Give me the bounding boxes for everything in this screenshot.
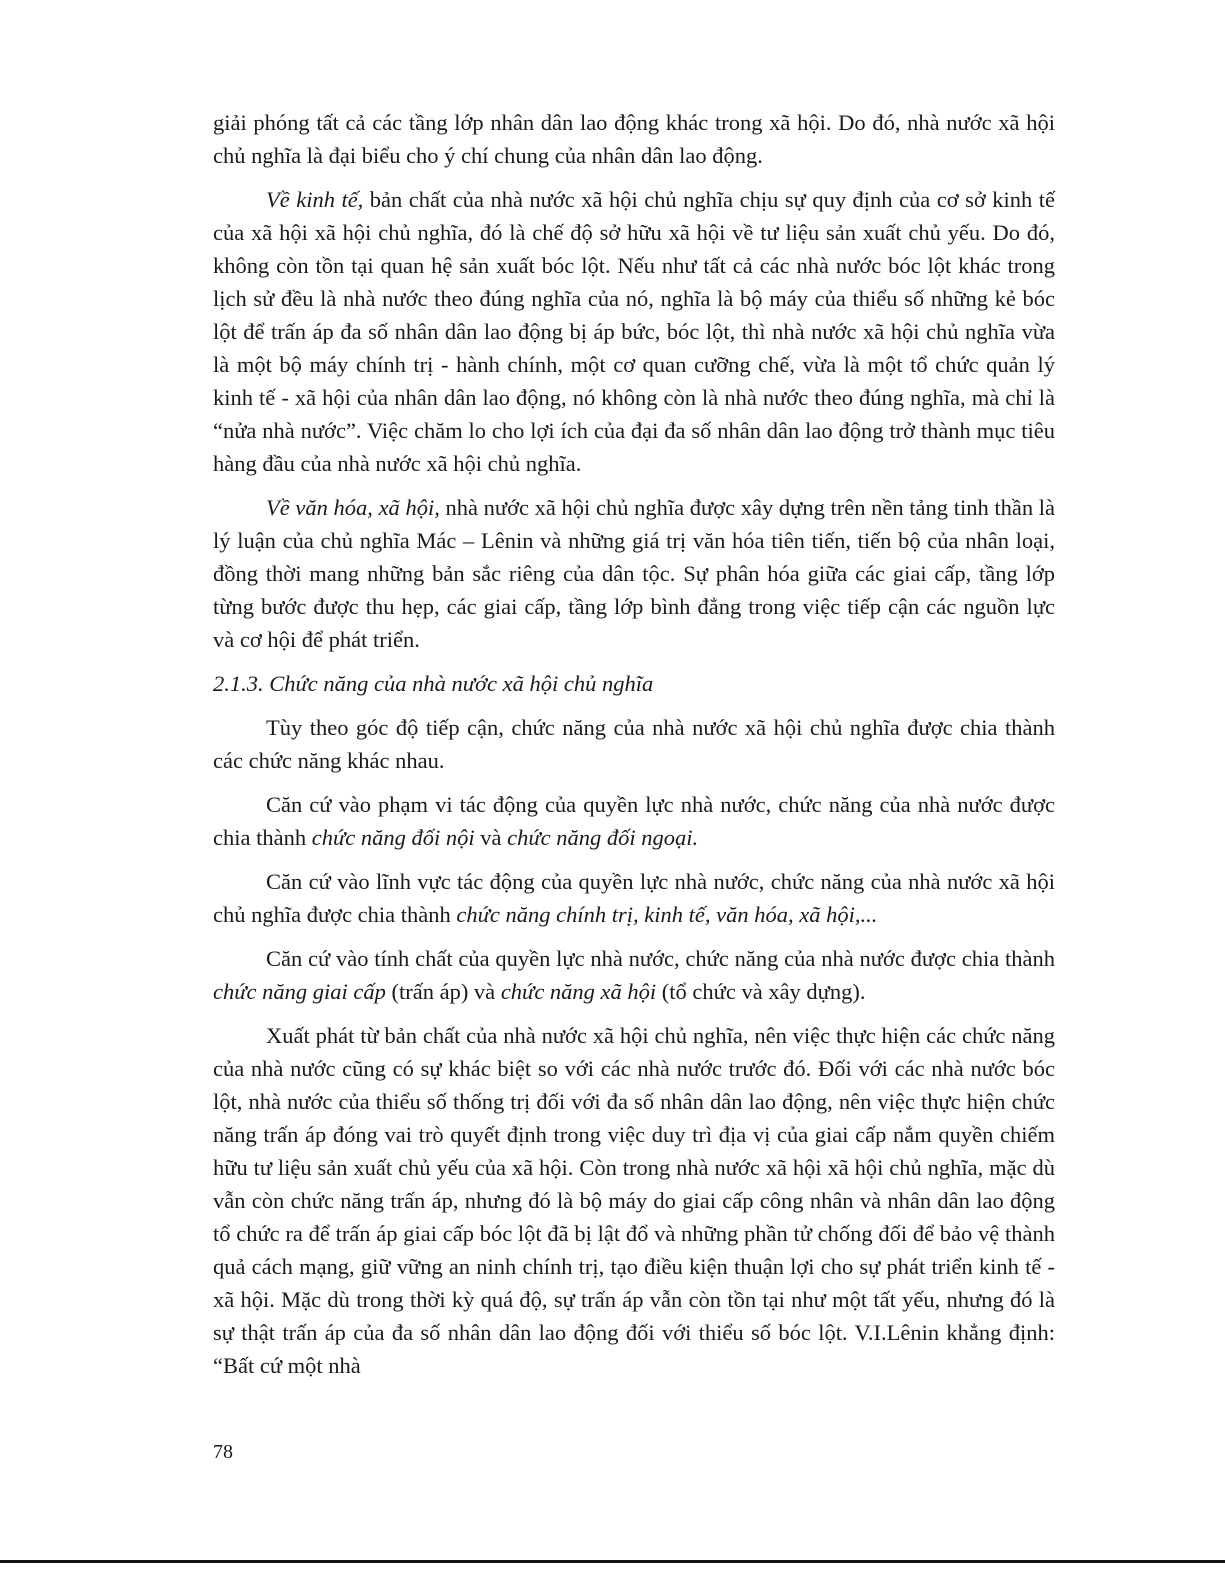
paragraph-economy: Về kinh tế, bản chất của nhà nước xã hội chủ nghĩa chịu sự quy định của cơ sở kinh tế của xã hội xã hội chủ nghĩa, đó là chế độ sở hữu xã hội về tư liệu sản xuất chủ yếu. Do đó, không còn tồn tại quan hệ sản xuất bóc lột. Nếu như tất cả các nhà nước bóc lột khác trong lịch sử đều là nhà nước theo đúng nghĩa của nó, nghĩa là bộ máy của thiểu số những kẻ bóc lột để trấn áp đa số nhân dân lao động bị áp bức, bóc lột, thì nhà nước xã hội chủ nghĩa vừa là một bộ máy chính trị - hành chính, một cơ quan cưỡng chế, vừa là một tổ chức quản lý kinh tế - xã hội của nhân dân lao động, nó không còn là nhà nước theo đúng nghĩa, mà chỉ là “nửa nhà nước”. Việc chăm lo cho lợi ích của đại đa số nhân dân lao động trở thành mục tiêu hàng đầu của nhà nước xã hội chủ nghĩa.	[213, 187, 1055, 476]
paragraph-origin: Xuất phát từ bản chất của nhà nước xã hội chủ nghĩa, nên việc thực hiện các chức năng của nhà nước cũng có sự khác biệt so với các nhà nước trước đó. Đối với các nhà nước bóc lột, nhà nước của thiểu số thống trị đối với đa số nhân dân lao động, nên việc thực hiện chức năng trấn áp đóng vai trò quyết định trong việc duy trì địa vị của giai cấp nắm quyền chiếm hữu tư liệu sản xuất chủ yếu của xã hội. Còn trong nhà nước xã hội xã hội chủ nghĩa, mặc dù vẫn còn chức năng trấn áp, nhưng đó là bộ máy do giai cấp công nhân và nhân dân lao động tổ chức ra để trấn áp giai cấp bóc lột đã bị lật đổ và những phần tử chống đối để bảo vệ thành quả cách mạng, giữ vững an ninh chính trị, tạo điều kiện thuận lợi cho sự phát triển kinh tế - xã hội. Mặc dù trong thời kỳ quá độ, sự trấn áp vẫn còn tồn tại như một tất yếu, nhưng đó là sự thật trấn áp của đa số nhân dân lao động đối với thiểu số bóc lột. V.I.Lênin khẳng định: “Bất cứ một nhà	[213, 1023, 1055, 1378]
lead-italic-culture: Về văn hóa, xã hội,	[266, 495, 440, 520]
section-heading: 2.1.3. Chức năng của nhà nước xã hội chủ nghĩa	[213, 671, 654, 696]
page-number: 78	[213, 1441, 233, 1463]
paragraph-functions-intro: Tùy theo góc độ tiếp cận, chức năng của nhà nước xã hội chủ nghĩa được chia thành các chức năng khác nhau.	[213, 715, 1055, 773]
paragraph-culture-society: Về văn hóa, xã hội, nhà nước xã hội chủ nghĩa được xây dựng trên nền tảng tinh thần là lý luận của chủ nghĩa Mác – Lênin và những giá trị văn hóa tiên tiến, tiến bộ của nhân loại, đồng thời mang những bản sắc riêng của dân tộc. Sự phân hóa giữa các giai cấp, tầng lớp từng bước được thu hẹp, các giai cấp, tầng lớp bình đẳng trong việc tiếp cận các nguồn lực và cơ hội để phát triển.	[213, 495, 1055, 652]
paragraph-field: Căn cứ vào lĩnh vực tác động của quyền lực nhà nước, chức năng của nhà nước xã hội chủ nghĩa được chia thành chức năng chính trị, kinh tế, văn hóa, xã hội,...	[213, 869, 1055, 927]
page-body	[213, 106, 1055, 1393]
paragraph-intro: giải phóng tất cả các tầng lớp nhân dân lao động khác trong xã hội. Do đó, nhà nước xã hội chủ nghĩa là đại biểu cho ý chí chung của nhân dân lao động.	[213, 110, 1055, 168]
lead-italic-economy: Về kinh tế,	[266, 187, 364, 212]
bottom-border	[0, 1560, 1225, 1563]
paragraph-nature: Căn cứ vào tính chất của quyền lực nhà nước, chức năng của nhà nước được chia thành chức năng giai cấp (trấn áp) và chức năng xã hội (tổ chức và xây dựng).	[213, 946, 1055, 1004]
paragraph-scope: Căn cứ vào phạm vi tác động của quyền lực nhà nước, chức năng của nhà nước được chia thành chức năng đối nội và chức năng đối ngoại.	[213, 792, 1055, 850]
